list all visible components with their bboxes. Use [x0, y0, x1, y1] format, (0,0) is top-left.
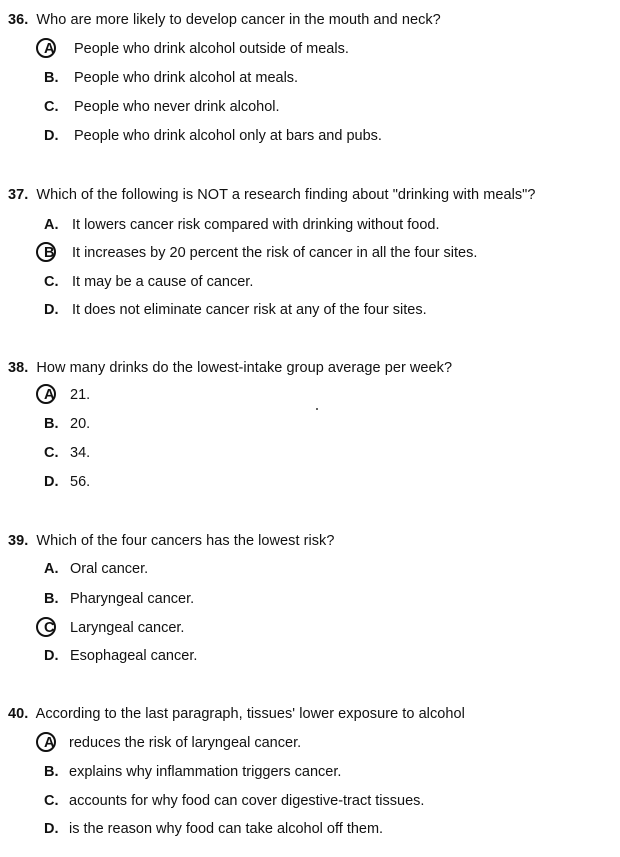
option-letter: B. [44, 416, 59, 432]
question-number: 37. [8, 187, 29, 203]
option-letter: B. [44, 70, 59, 86]
option-letter: C. [44, 99, 59, 115]
option-letter: C. [44, 793, 59, 809]
question-number: 40. [8, 706, 29, 722]
option-letter: B. [44, 591, 59, 607]
question-text: Which of the following is NOT a research finding about "drinking with meals"? [36, 187, 536, 203]
question-number: 36. [8, 12, 29, 28]
option-text: It lowers cancer risk compared with drinking without food. [72, 217, 440, 233]
option-letter: B. [44, 764, 59, 780]
option-text: Esophageal cancer. [70, 648, 198, 664]
option-text: 34. [70, 445, 91, 461]
option-letter-circled: A [44, 385, 68, 405]
option-letter: D. [44, 302, 59, 318]
question-text: How many drinks do the lowest-intake group average per week? [36, 360, 453, 376]
option-letter: A. [44, 561, 59, 577]
option-text: People who drink alcohol at meals. [74, 70, 299, 86]
question-stem [8, 705, 465, 723]
option-text: Oral cancer. [70, 561, 149, 577]
option-letter: C. [44, 274, 59, 290]
question-text: Which of the four cancers has the lowest risk? [36, 533, 335, 549]
question-text: According to the last paragraph, tissues' lower exposure to alcohol [35, 706, 465, 722]
option-text: People who never drink alcohol. [74, 99, 280, 115]
option-text: reduces the risk of laryngeal cancer. [69, 735, 302, 751]
question-text: Who are more likely to develop cancer in the mouth and neck? [36, 12, 441, 28]
option-letter: A. [44, 217, 59, 233]
option-text: is the reason why food can take alcohol off them. [69, 821, 384, 837]
option-text: People who drink alcohol only at bars and pubs. [74, 128, 382, 144]
option-letter: D. [44, 648, 59, 664]
question-stem [8, 186, 535, 204]
option-letter: C. [44, 445, 59, 461]
question-stem [8, 532, 334, 550]
option-text: accounts for why food can cover digestive-tract tissues. [69, 793, 425, 809]
scan-speck [316, 408, 318, 410]
option-letter-circled: C [44, 618, 68, 638]
option-letter-circled: A [44, 733, 68, 753]
option-letter-circled: B [44, 243, 68, 263]
option-text: 56. [70, 474, 91, 490]
option-text: It may be a cause of cancer. [72, 274, 254, 290]
option-text: People who drink alcohol outside of meals. [74, 41, 349, 57]
option-text: explains why inflammation triggers cancer. [69, 764, 342, 780]
option-text: 21. [70, 387, 91, 403]
option-text: Pharyngeal cancer. [70, 591, 195, 607]
question-stem [8, 359, 452, 377]
question-stem [8, 11, 441, 29]
option-text: It does not eliminate cancer risk at any of the four sites. [72, 302, 427, 318]
option-letter: D. [44, 128, 59, 144]
option-letter: D. [44, 821, 59, 837]
question-number: 38. [8, 360, 29, 376]
option-letter: D. [44, 474, 59, 490]
option-text: Laryngeal cancer. [70, 620, 185, 636]
option-text: 20. [70, 416, 91, 432]
option-text: It increases by 20 percent the risk of cancer in all the four sites. [72, 245, 478, 261]
option-letter-circled: A [44, 39, 68, 59]
question-number: 39. [8, 533, 29, 549]
